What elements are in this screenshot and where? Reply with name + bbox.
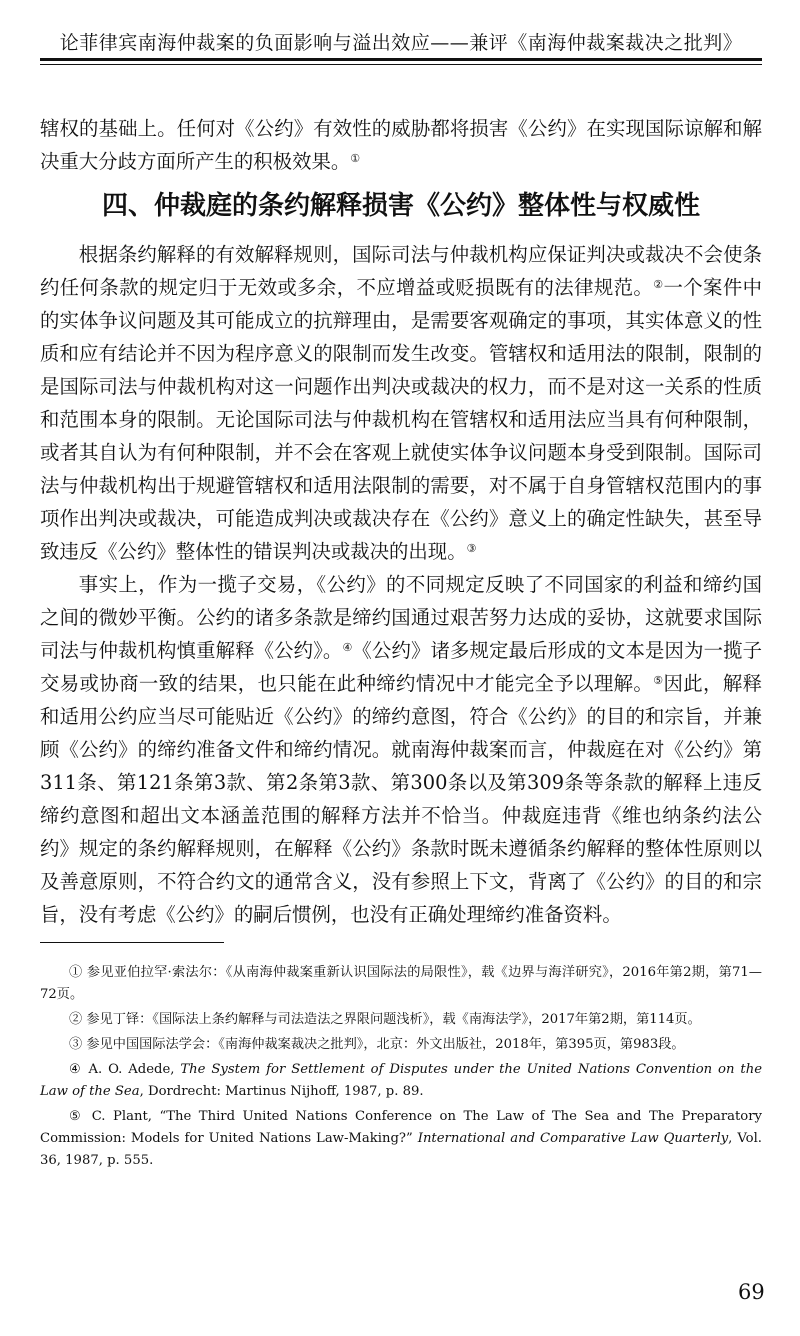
footnote-mark: ① <box>69 965 83 980</box>
body-paragraph-2 <box>40 568 762 931</box>
paragraph-2-text-c: 因此，解释和适用公约应当尽可能贴近《公约》的缔约意图，符合《公约》的目的和宗旨，并兼顾《公约》的缔约准备文件和缔约情况。就南海仲裁案而言，仲裁庭在对《公约》第311条、第121条第3款、第2条第3款、第300条以及第309条等条款的解释上违反缔约意图和超出文本涵盖范围的解释方法并不恰当。仲裁庭违背《维也纳条约法公约》规定的条约解释规则，在解释《公约》条款时既未遵循条约解释的整体性原则以及善意原则，不符合约文的通常含义，没有参照上下文，背离了《公约》的目的和宗旨，没有考虑《公约》的嗣后惯例，也没有正确处理缔约准备资料。 <box>40 672 762 926</box>
footnote-ref-5[interactable]: ⑤ <box>653 674 664 687</box>
intro-paragraph <box>40 112 762 178</box>
page-number: 69 <box>738 1280 765 1304</box>
footnote-text: , Dordrecht: Martinus Nijhoff, 1987, p. 89. <box>139 1084 424 1099</box>
footnote-2 <box>40 1009 762 1031</box>
paragraph-2-text-a: 事实上，作为一揽子交易，《公约》的不同规定反映了不同国家的利益和缔约国之间的微妙平衡。公约的诸多条款是缔约国通过艰苦努力达成的妥协，这就要求国际司法与仲裁机构慎重解释《公约》。 <box>40 573 762 662</box>
footnote-text: 参见亚伯拉罕·索法尔：《从南海仲裁案重新认识国际法的局限性》，载《边界与海洋研究》，2016年第2期，第71—72页。 <box>40 965 762 1002</box>
footnote-ref-1[interactable]: ① <box>350 152 361 165</box>
footnotes <box>40 962 762 1175</box>
footnote-text: C. Plant, “The Third United Nations Conference on The Law of The Sea and The Preparatory Commission: Models for United Nations Law-Making?” <box>40 1109 762 1146</box>
intro-text: 辖权的基础上。任何对《公约》有效性的威胁都将损害《公约》在实现国际谅解和解决重大分歧方面所产生的积极效果。 <box>40 117 762 173</box>
footnote-4 <box>40 1059 762 1103</box>
footnote-mark: ③ <box>69 1037 83 1052</box>
footnote-text: 参见中国国际法学会：《南海仲裁案裁决之批判》，北京：外文出版社，2018年，第395页，第983段。 <box>86 1037 685 1052</box>
section-heading: 四、仲裁庭的条约解释损害《公约》整体性与权威性 <box>101 191 700 221</box>
running-head: 论菲律宾南海仲裁案的负面影响与溢出效应——兼评《南海仲裁案裁决之批判》 <box>59 32 743 54</box>
footnote-journal-title: International and Comparative Law Quarterly <box>417 1131 729 1146</box>
footnote-mark: ② <box>69 1012 83 1027</box>
header-rule-thick <box>40 58 762 61</box>
footnote-text: , Vol. 36, 1987, p. 555. <box>40 1131 763 1168</box>
header-rule-thin <box>40 64 762 65</box>
footnote-text: A. O. Adede, <box>88 1062 181 1077</box>
body-paragraph-1 <box>40 238 762 568</box>
footnote-3 <box>40 1034 762 1056</box>
footnote-text: 参见丁铎：《国际法上条约解释与司法造法之界限问题浅析》，载《南海法学》，2017年第2期，第114页。 <box>86 1012 701 1027</box>
footnote-mark: ⑤ <box>69 1109 85 1124</box>
footnote-separator <box>40 942 224 943</box>
footnote-ref-3[interactable]: ③ <box>466 542 477 555</box>
paragraph-1-text-b: 一个案件中的实体争议问题及其可能成立的抗辩理由，是需要客观确定的事项，其实体意义的性质和应有结论并不因为程序意义的限制而发生改变。管辖权和适用法的限制，限制的是国际司法与仲裁机构对这一问题作出判决或裁决的权力，而不是对这一关系的性质和范围本身的限制。无论国际司法与仲裁机构在管辖权和适用法应当具有何种限制，或者其自认为有何种限制，并不会在客观上就使实体争议问题本身受到限制。国际司法与仲裁机构出于规避管辖权和适用法限制的需要，对不属于自身管辖权范围内的事项作出判决或裁决，可能造成判决或裁决存在《公约》意义上的确定性缺失，甚至导致违反《公约》整体性的错误判决或裁决的出现。 <box>40 276 762 563</box>
paragraph-2-text-b: 《公约》诸多规定最后形成的文本是因为一揽子交易或协商一致的结果，也只能在此种缔约情况中才能完全予以理解。 <box>40 639 762 695</box>
footnote-book-title: The System for Settlement of Disputes under the United Nations Convention on the Law of the Sea <box>40 1062 762 1099</box>
footnote-mark: ④ <box>69 1062 83 1077</box>
footnote-ref-4[interactable]: ④ <box>342 641 353 654</box>
footnote-ref-2[interactable]: ② <box>653 278 664 291</box>
paragraph-1-text-a: 根据条约解释的有效解释规则，国际司法与仲裁机构应保证判决或裁决不会使条约任何条款的规定归于无效或多余，不应增益或贬损既有的法律规范。 <box>40 243 762 299</box>
footnote-1 <box>40 962 762 1006</box>
footnote-5 <box>40 1106 762 1172</box>
